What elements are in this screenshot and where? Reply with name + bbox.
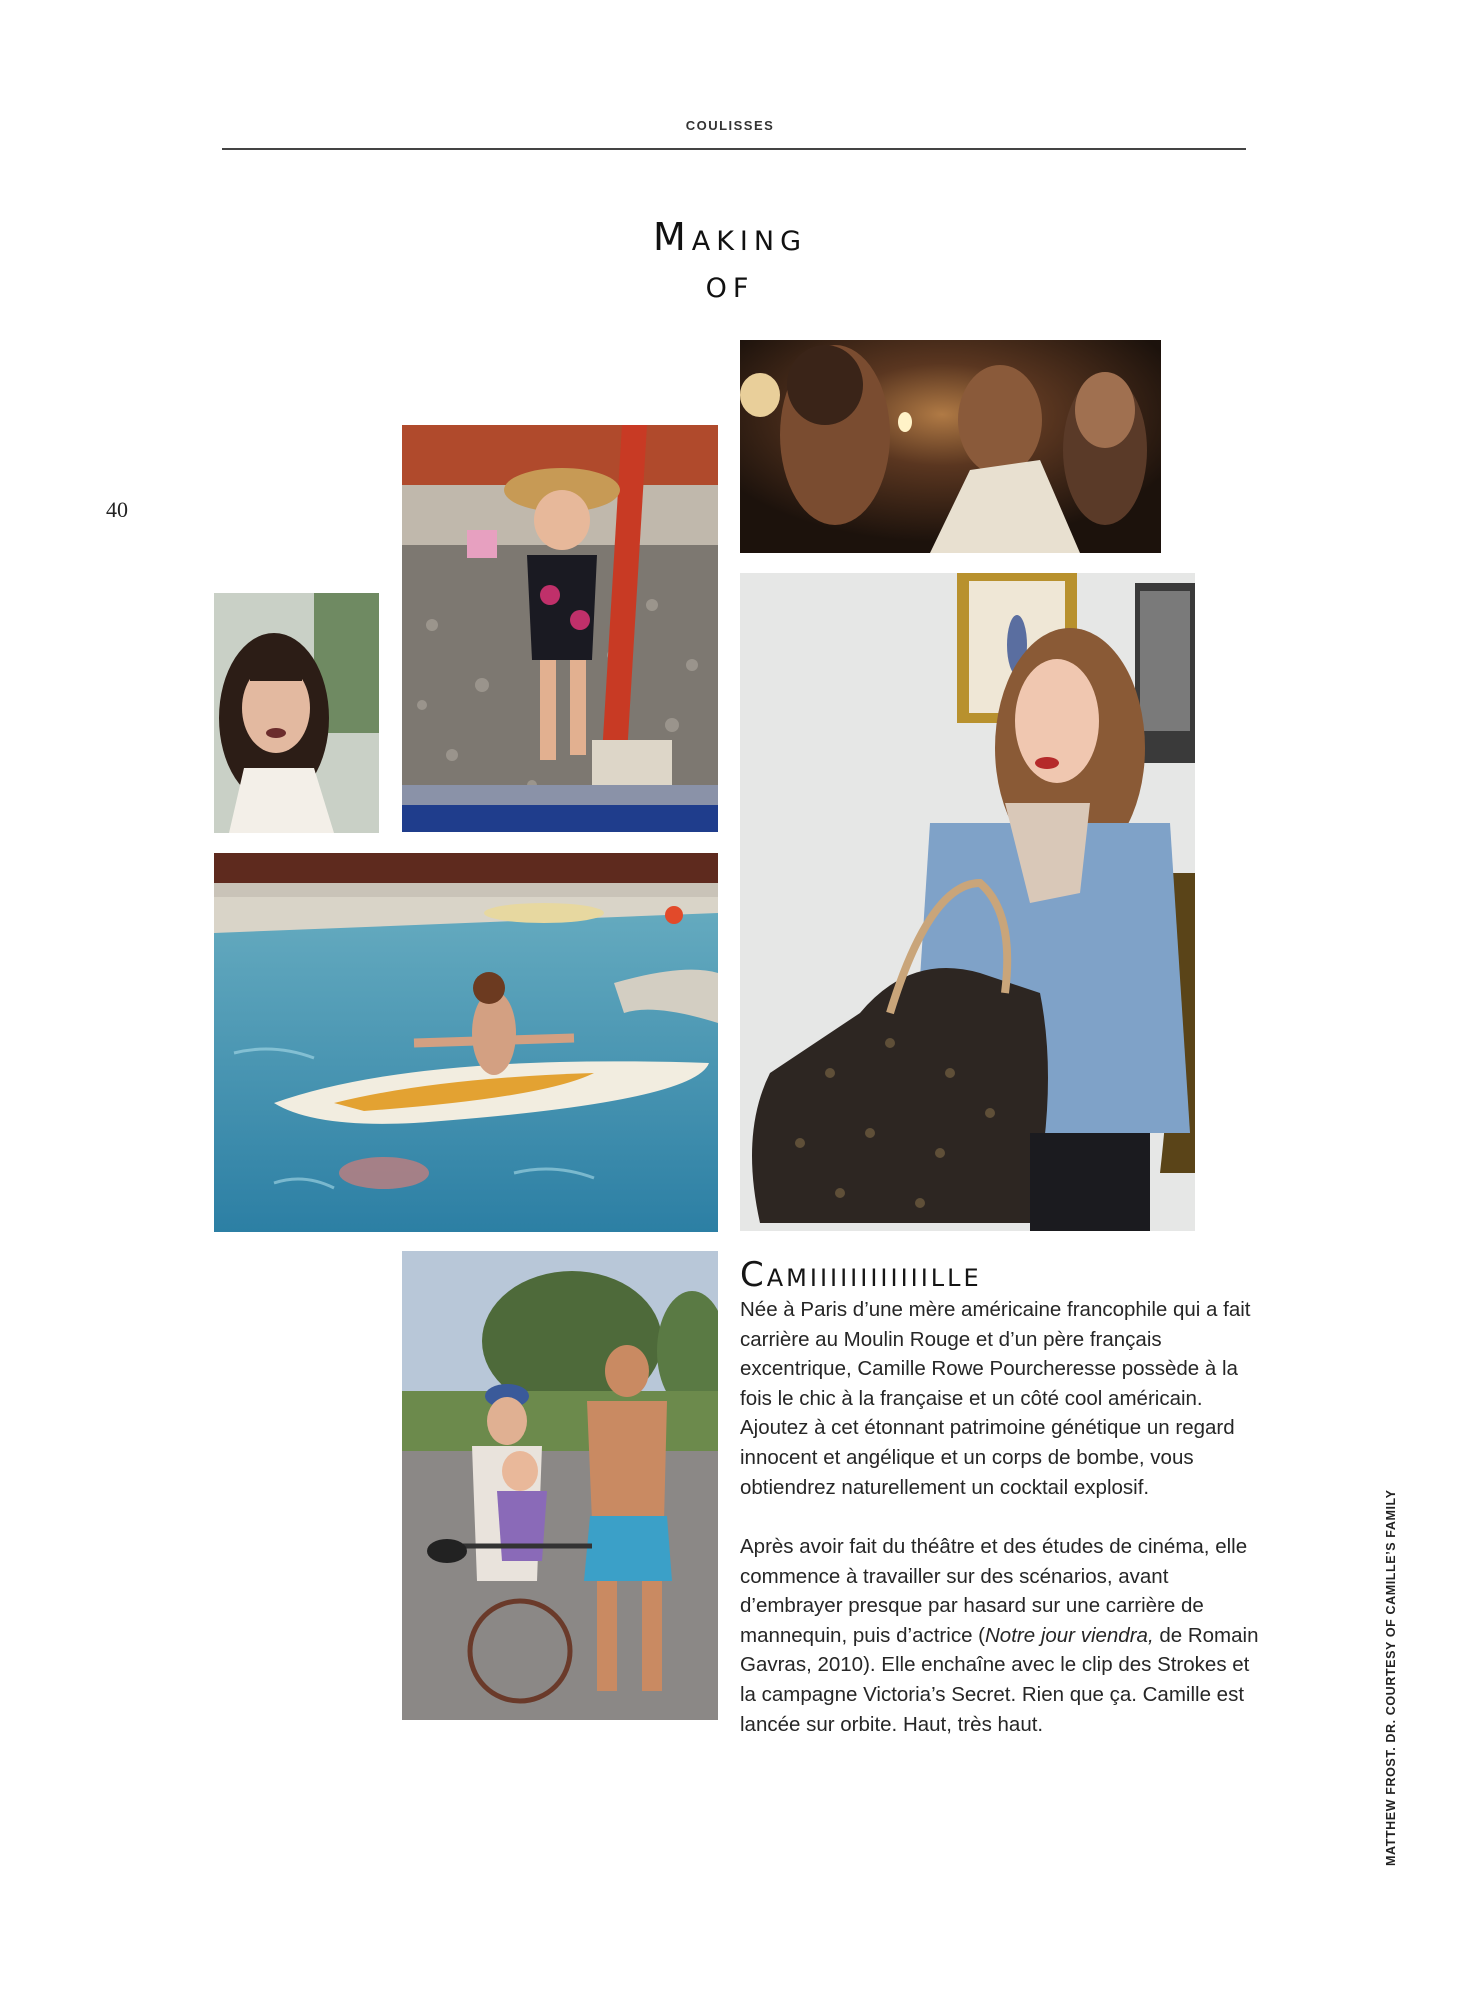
- photo-candlelight-scene: [740, 340, 1161, 553]
- article-heading: Camiiiiiiiiiiiille: [740, 1255, 982, 1295]
- header-rule: [222, 148, 1246, 150]
- photo-pool-surfboard: [214, 853, 718, 1232]
- section-label: COULISSES: [685, 118, 775, 133]
- page-number: 40: [106, 497, 128, 522]
- title-line-2: of: [705, 262, 755, 306]
- paragraph-2-part-1: Après avoir fait du théâtre et des études de cinéma, elle commence à travailler sur des scénarios, avant d’embrayer presque par hasard sur une carrière de mannequin, puis d’actrice (: [740, 1535, 1248, 1647]
- photo-family-bike: [402, 1251, 718, 1720]
- photo-portrait-bag: [740, 573, 1195, 1231]
- page-title: [540, 214, 920, 308]
- photo-credit: MATTHEW FROST. DR. COURTESY OF CAMILLE’S FAMILY: [1384, 1489, 1398, 1866]
- article-paragraph-2: [740, 1532, 1260, 1739]
- paragraph-2-film-title: Notre jour viendra,: [985, 1623, 1154, 1647]
- article-paragraph-1: [740, 1295, 1260, 1502]
- photo-toddler-beach: [402, 425, 718, 832]
- paragraph-1-text: Née à Paris d’une mère américaine francophile qui a fait carrière au Moulin Rouge et d’un père français excentrique, Camille Rowe Pourcheresse possède à la fois le chic à la française et un côté cool américain. Ajoutez à cet étonnant patrimoine génétique un regard innocent et angélique et un corps de bombe, vous obtiendrez naturellement un cocktail explosif.: [740, 1298, 1251, 1499]
- paragraph-2-part-2: de Romain Gavras, 2010). Elle enchaîne avec le clip des Strokes et la campagne Victoria’s Secret. Rien que ça. Camille est lancée sur orbite. Haut, très haut.: [740, 1623, 1259, 1736]
- photo-girl-smiling: [214, 593, 379, 833]
- title-line-1: Making: [652, 215, 808, 259]
- paragraph-2-text: [740, 1532, 1260, 1739]
